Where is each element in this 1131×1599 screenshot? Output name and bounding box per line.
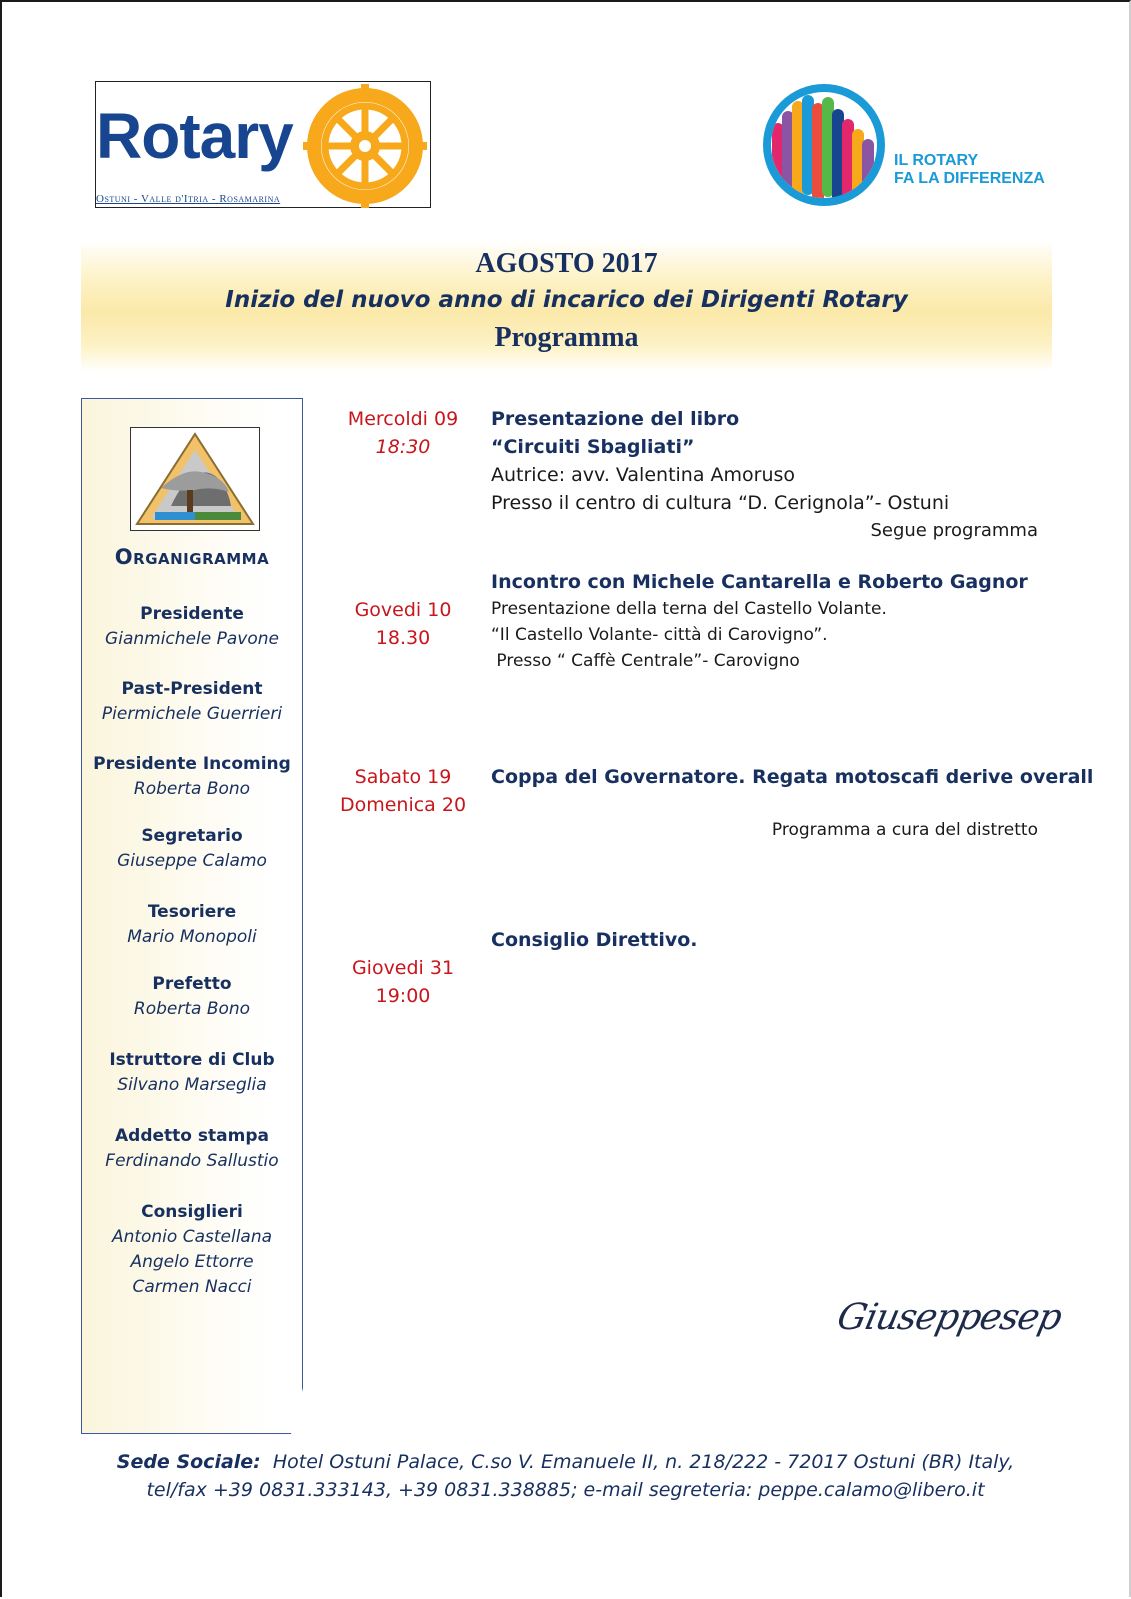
event-time: 18:30 (375, 436, 431, 458)
footer-contacts: tel/fax +39 0831.333143, +39 0831.338885; e-mail segreteria: peppe.calamo@libero.it (146, 1479, 985, 1501)
event-date: Sabato 19 (354, 766, 452, 788)
role-person: Carmen Nacci (132, 1277, 252, 1297)
role-title: Presidente Incoming (93, 754, 291, 774)
organigramma-title: Organigramma (114, 545, 270, 569)
title-banner (81, 240, 1052, 372)
event-time: Domenica 20 (339, 794, 467, 816)
role-title: Consiglieri (141, 1202, 243, 1222)
theme-logo-icon (762, 83, 886, 207)
banner-month: AGOSTO 2017 (475, 248, 658, 279)
event-date-block (313, 405, 493, 461)
event-date: Mercoldi 09 (347, 408, 459, 430)
role-person: Gianmichele Pavone (105, 629, 279, 649)
rotary-club-logo (95, 81, 431, 208)
role-consiglieri (82, 1200, 302, 1300)
role-title: Presidente (140, 604, 244, 624)
role-tesoriere (82, 900, 302, 950)
event-title: Incontro con Michele Cantarella e Roberto Gagnor (491, 571, 1028, 593)
event-time: 18.30 (375, 627, 431, 649)
role-person: Angelo Ettorre (130, 1252, 254, 1272)
event-detail: Presso “ Caffè Centrale”- Carovigno (491, 651, 800, 671)
role-title: Prefetto (152, 974, 232, 994)
event-date: Govedi 10 (354, 599, 452, 621)
event-description (491, 405, 949, 517)
event-date: Giovedi 31 (351, 957, 455, 979)
role-past-president (82, 677, 302, 727)
event-title: Coppa del Governatore. Regata motoscafi derive overall (491, 766, 1094, 788)
role-presidente (82, 602, 302, 652)
role-presidente-incoming (82, 752, 302, 802)
role-person: Giuseppe Calamo (117, 851, 267, 871)
signature: Giuseppesep (833, 1297, 1065, 1338)
organigramma-sidebar (81, 398, 303, 1434)
role-addetto-stampa (82, 1124, 302, 1174)
role-person: Roberta Bono (133, 779, 251, 799)
theme-line-2: FA LA DIFFERENZA (894, 170, 1045, 187)
event-date-block (313, 763, 493, 819)
event-detail: Autrice: avv. Valentina Amoruso (491, 464, 796, 486)
role-person: Piermichele Guerrieri (101, 704, 283, 724)
banner-program: Programma (494, 322, 639, 353)
banner-subtitle: Inizio del nuovo anno di incarico dei Dirigenti Rotary (225, 287, 908, 313)
role-title: Tesoriere (147, 902, 237, 922)
role-istruttore-di-club (82, 1048, 302, 1098)
role-title: Past-President (121, 679, 263, 699)
role-segretario (82, 824, 302, 874)
footer-address (0, 1451, 1131, 1473)
theme-line-1: IL ROTARY (894, 152, 979, 169)
event-time: 19:00 (375, 985, 431, 1007)
role-title: Segretario (141, 826, 243, 846)
role-title: Addetto stampa (115, 1126, 269, 1146)
event-title: Presentazione del libro (491, 408, 740, 430)
event-title: “Circuiti Sbagliati” (491, 436, 695, 458)
event-description (491, 568, 1028, 674)
role-title: Istruttore di Club (109, 1050, 275, 1070)
event-detail: Presentazione della terna del Castello Volante. (491, 599, 887, 619)
role-prefetto (82, 972, 302, 1022)
event-description (491, 926, 698, 954)
event-title: Consiglio Direttivo. (491, 929, 698, 951)
footer-label: Sede Sociale: (116, 1451, 261, 1473)
role-person: Ferdinando Sallustio (105, 1151, 279, 1171)
rotary-wordmark: Rotary (96, 100, 293, 172)
role-person: Antonio Castellana (111, 1227, 273, 1247)
role-person: Mario Monopoli (127, 927, 257, 947)
club-name: Ostuni - Valle d'Itria - Rosamarina (96, 193, 281, 205)
event-description (491, 763, 1093, 791)
club-emblem-icon (130, 427, 260, 531)
event-detail: “Il Castello Volante- città di Carovigno”. (491, 625, 828, 645)
theme-slogan (894, 152, 1045, 188)
role-person: Silvano Marseglia (117, 1075, 267, 1095)
footer-address-text: Hotel Ostuni Palace, C.so V. Emanuele II, n. 218/222 - 72017 Ostuni (BR) Italy, (260, 1451, 1015, 1473)
event-date-block (313, 954, 493, 1010)
event-note: Programma a cura del distretto (771, 820, 1038, 840)
page-curl (291, 1388, 303, 1434)
event-date-block (313, 596, 493, 652)
event-detail: Presso il centro di cultura “D. Cerignola”- Ostuni (491, 492, 950, 514)
event-note: Segue programma (870, 520, 1038, 541)
rotary-wheel-icon (303, 84, 427, 208)
role-person: Roberta Bono (133, 999, 251, 1019)
